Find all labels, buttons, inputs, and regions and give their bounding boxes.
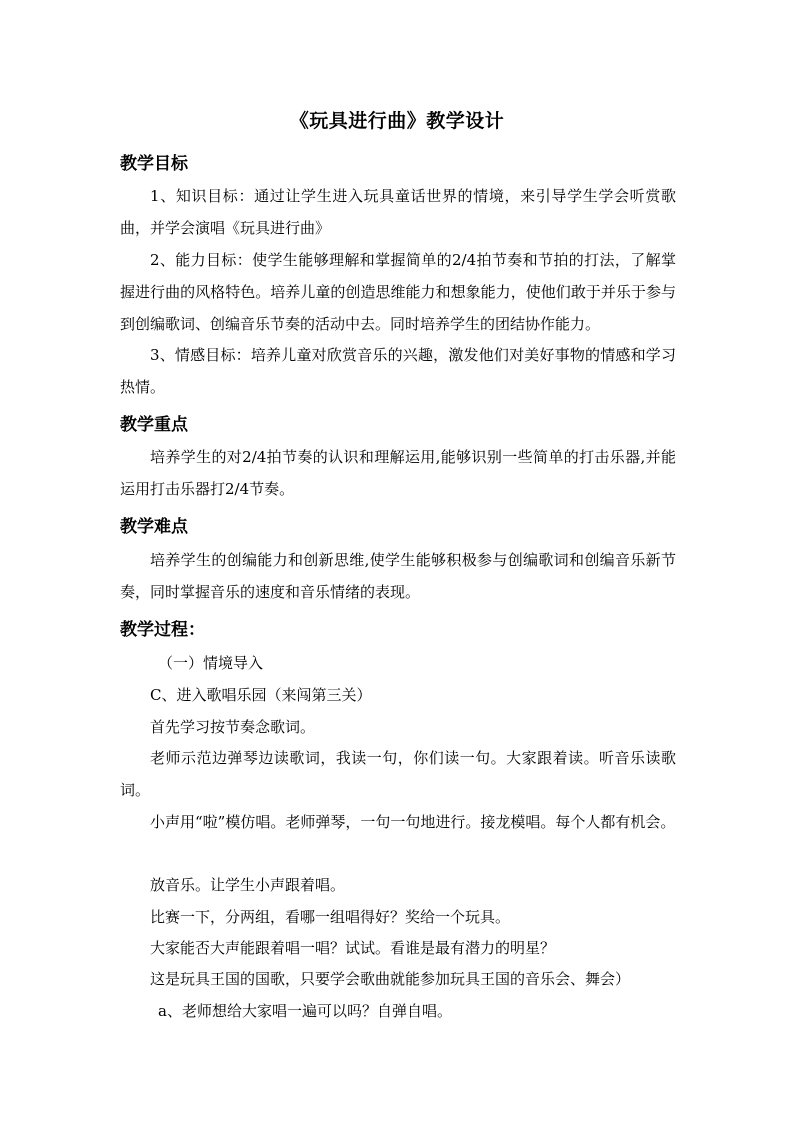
process-line-play-music: 放音乐。让学生小声跟着唱。: [150, 876, 346, 894]
process-line-anthem: 这是玩具王国的国歌，只要学会歌曲就能参加玩具王国的音乐会、舞会）: [150, 970, 631, 988]
heading-teaching-goals: 教学目标: [120, 154, 188, 174]
goal-emotion: 3、情感目标：培养儿童对欣赏音乐的兴趣，激发他们对美好事物的情感和学习热情。: [120, 346, 676, 396]
process-line-sing-loud: 大家能否大声能跟着唱一唱？试试。看谁是最有潜力的明星？: [150, 939, 556, 957]
heading-key-points: 教学重点: [120, 415, 188, 435]
difficulties-text: 培养学生的创编能力和创新思维,使学生能够积极参与创编歌词和创编音乐新节奏，同时掌握音乐的速度和音乐情绪的表现。: [120, 551, 676, 601]
goal-knowledge: 1、知识目标：通过让学生进入玩具童话世界的情境，来引导学生学会听赏歌曲，并学会演唱《玩具进行曲》: [120, 187, 676, 237]
heading-teaching-process: 教学过程：: [120, 620, 205, 640]
process-line-rhythm-reading: 首先学习按节奏念歌词。: [150, 718, 316, 736]
process-line-singing-garden: C、进入歌唱乐园（来闯第三关）: [150, 686, 372, 704]
heading-difficulties: 教学难点: [120, 517, 188, 537]
process-line-competition: 比赛一下，分两组，看哪一组唱得好？奖给一个玩具。: [150, 908, 511, 926]
document-title: 《玩具进行曲》教学设计: [289, 110, 505, 132]
goal-ability: 2、能力目标：使学生能够理解和掌握简单的2/4拍节奏和节拍的打法，了解掌握进行曲的风格特色。培养儿童的创造思维能力和想象能力，使他们敢于并乐于参与到创编歌词、创编音乐节奏的活动中去。同时培养学生的团结协作能力。: [120, 251, 676, 333]
process-line-teacher-sing: a、老师想给大家唱一遍可以吗？自弹自唱。: [158, 1002, 452, 1020]
key-points-text: 培养学生的对2/4拍节奏的认识和理解运用,能够识别一些简单的打击乐器,并能运用打击乐器打2/4节奏。: [120, 448, 676, 498]
process-line-scenario-intro: （一）情境导入: [158, 654, 264, 672]
process-line-humming: 小声用“啦”模仿唱。老师弹琴，一句一句地进行。接龙模唱。每个人都有机会。: [150, 813, 676, 831]
process-line-teacher-demo: 老师示范边弹琴边读歌词，我读一句，你们读一句。大家跟着读。听音乐读歌词。: [120, 749, 676, 799]
